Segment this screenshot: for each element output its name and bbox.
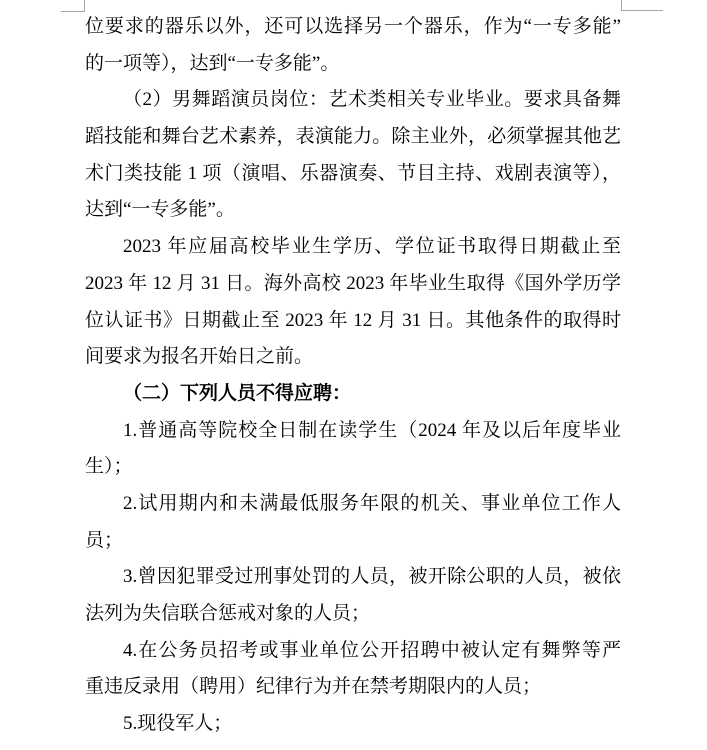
text-line: （二）下列人员不得应聘： <box>123 382 352 404</box>
text-line: 生）； <box>85 456 133 478</box>
text-line: 重违反录用（聘用）纪律行为并在禁考期限内的人员； <box>85 676 542 698</box>
text-line: 员； <box>85 529 124 551</box>
text-line: 3.曾因犯罪受过刑事处罚的人员，被开除公职的人员，被依 <box>123 566 621 588</box>
text-line: 4.在公务员招考或事业单位公开招聘中被认定有舞弊等严 <box>123 639 621 661</box>
text-line: 位认证书》日期截止至 2023 年 12 月 31 日。其他条件的取得时 <box>85 309 621 331</box>
text-line: 位要求的器乐以外，还可以选择另一个器乐，作为“一专多能” <box>85 16 621 37</box>
text-line: 蹈技能和舞台艺术素养，表演能力。除主业外，必须掌握其他艺 <box>85 126 621 148</box>
text-line: 2023 年应届高校毕业生学历、学位证书取得日期截止至 <box>123 236 621 258</box>
text-boundary-mark-top-left-horizontal <box>61 11 85 12</box>
text-line: （2）男舞蹈演员岗位：艺术类相关专业毕业。要求具备舞 <box>123 89 621 111</box>
text-boundary-mark-top-right-horizontal <box>621 10 663 11</box>
text-line: 术门类技能 1 项（演唱、乐器演奏、节目主持、戏剧表演等）， <box>85 162 621 184</box>
text-line: 法列为失信联合惩戒对象的人员； <box>85 603 371 624</box>
text-line: 5.现役军人； <box>123 713 233 735</box>
text-line: 2.试用期内和未满最低服务年限的机关、事业单位工作人 <box>123 492 621 514</box>
text-line: 2023 年 12 月 31 日。海外高校 2023 年毕业生取得《国外学历学 <box>85 272 621 294</box>
text-line: 间要求为报名开始日之前。 <box>85 346 314 368</box>
text-line: 的一项等），达到“一专多能”。 <box>85 52 340 74</box>
document-text-area <box>85 9 621 743</box>
text-line: 1.普通高等院校全日制在读学生（2024 年及以后年度毕业 <box>123 419 621 441</box>
text-line: 达到“一专多能”。 <box>85 199 235 221</box>
